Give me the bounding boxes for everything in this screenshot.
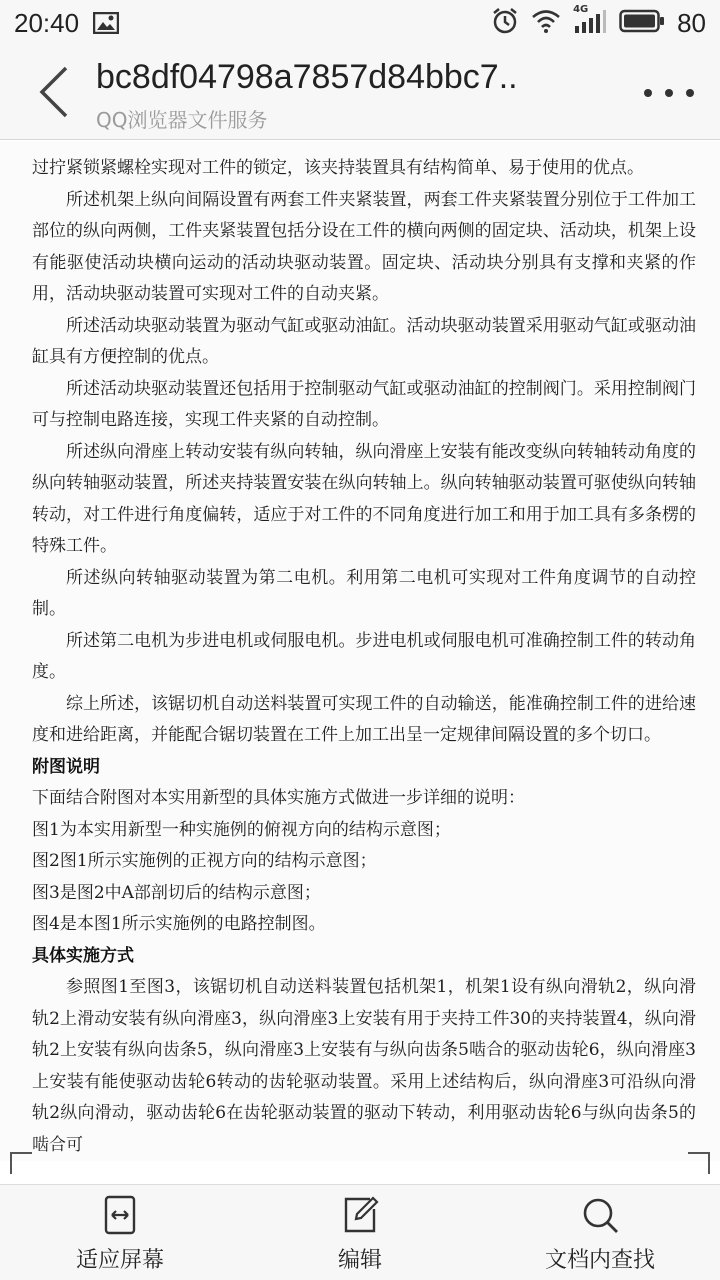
document-paragraph: 图3是图2中A部剖切后的结构示意图；: [32, 882, 321, 903]
status-time: 20:40: [14, 7, 80, 38]
find-in-document-button[interactable]: [480, 1185, 720, 1280]
page-corner-mark-left: [10, 1152, 32, 1174]
document-paragraph: 所述活动块驱动装置为驱动气缸或驱动油缸。活动块驱动装置采用驱动气缸或驱动油缸具有方便控制的优点。: [32, 315, 696, 367]
battery-icon: [619, 9, 665, 37]
edit-icon: [340, 1195, 380, 1235]
more-dot-icon: [644, 89, 652, 97]
document-paragraph: 下面结合附图对本实用新型的具体实施方式做进一步详细的说明：: [32, 788, 525, 808]
document-paragraph: 所述纵向滑座上转动安装有纵向转轴，纵向滑座上安装有能改变纵向转轴转动角度的纵向转轴驱动装置，所述夹持装置安装在纵向转轴上。纵向转轴驱动装置可驱使纵向转轴转动，对工件进行角度偏转，适应于对工件的不同角度进行加工和用于加工具有多条楞的特殊工件。: [32, 441, 696, 556]
more-dot-icon: [665, 89, 673, 97]
app-header: [0, 46, 720, 140]
document-paragraph: 图4是本图1所示实施例的电路控制图。: [32, 914, 326, 934]
section-heading: 具体实施方式: [32, 945, 134, 966]
battery-level: 80: [677, 7, 706, 38]
more-options-button[interactable]: [644, 76, 694, 110]
document-paragraph: 参照图1至图3，该锯切机自动送料装置包括机架1，机架1设有纵向滑轨2，纵向滑轨2上滑动安装有纵向滑座3，纵向滑座3上安装有用于夹持工件30的夹持装置4，纵向滑轨2上安装有纵向齿条5，纵向滑座3上安装有与纵向齿条5啮合的驱动齿轮6，纵向滑座3上安装有能使驱动齿轮6转动的齿轮驱动装置。采用上述结构后，纵向滑座3可沿纵向滑轨2纵向滑动，驱动齿轮6在齿轮驱动装置的驱动下转动，利用驱动齿轮6与纵向齿条5的啮合可: [32, 977, 696, 1155]
page-title: bc8df04798a7857d84bbc7..: [96, 58, 518, 96]
document-paragraph: 综上所述，该锯切机自动送料装置可实现工件的自动输送，能准确控制工件的进给速度和进给距离，并能配合锯切装置在工件上加工出呈一定规律间隔设置的多个切口。: [32, 693, 696, 745]
document-viewer[interactable]: [0, 141, 720, 1161]
bottom-toolbar: [0, 1184, 720, 1280]
alarm-icon: [491, 7, 519, 39]
search-icon: [580, 1195, 620, 1235]
document-paragraph: 所述第二电机为步进电机或伺服电机。步进电机或伺服电机可准确控制工件的转动角度。: [32, 630, 696, 682]
section-heading: 附图说明: [32, 756, 100, 777]
page-subtitle: QQ浏览器文件服务: [96, 108, 268, 132]
edit-label: 编辑: [337, 1248, 382, 1273]
image-notification-icon: [93, 12, 119, 34]
document-content: [0, 141, 720, 1161]
status-bar: [0, 0, 720, 46]
find-in-document-label: 文档内查找: [544, 1248, 655, 1273]
more-dot-icon: [686, 89, 694, 97]
document-paragraph: 过拧紧锁紧螺栓实现对工件的锁定，该夹持装置具有结构简单、易于使用的优点。: [32, 158, 644, 178]
fit-screen-label: 适应屏幕: [75, 1248, 164, 1273]
document-paragraph: 所述机架上纵向间隔设置有两套工件夹紧装置，两套工件夹紧装置分别位于工件加工部位的纵向两侧，工件夹紧装置包括分设在工件的横向两侧的固定块、活动块，机架上设有能驱使活动块横向运动的活动块驱动装置。固定块、活动块分别具有支撑和夹紧的作用，活动块驱动装置可实现对工件的自动夹紧。: [32, 189, 696, 304]
back-button[interactable]: [28, 64, 78, 120]
document-paragraph: 图2图1所示实施例的正视方向的结构示意图；: [32, 851, 377, 871]
network-type: 4G: [573, 4, 589, 15]
fit-screen-button[interactable]: [0, 1185, 240, 1280]
document-paragraph: 图1为本实用新型一种实施例的俯视方向的结构示意图；: [32, 819, 451, 840]
page-corner-mark-right: [688, 1152, 710, 1174]
chevron-left-icon: [28, 64, 78, 120]
fit-screen-icon: [100, 1195, 140, 1235]
status-indicators: [491, 4, 706, 39]
document-paragraph: 所述活动块驱动装置还包括用于控制驱动气缸或驱动油缸的控制阀门。采用控制阀门可与控制电路连接，实现工件夹紧的自动控制。: [32, 378, 696, 430]
cell-signal-icon: [573, 4, 607, 38]
wifi-icon: [531, 9, 561, 37]
edit-button[interactable]: [240, 1185, 480, 1280]
document-paragraph: 所述纵向转轴驱动装置为第二电机。利用第二电机可实现对工件角度调节的自动控制。: [32, 567, 696, 619]
